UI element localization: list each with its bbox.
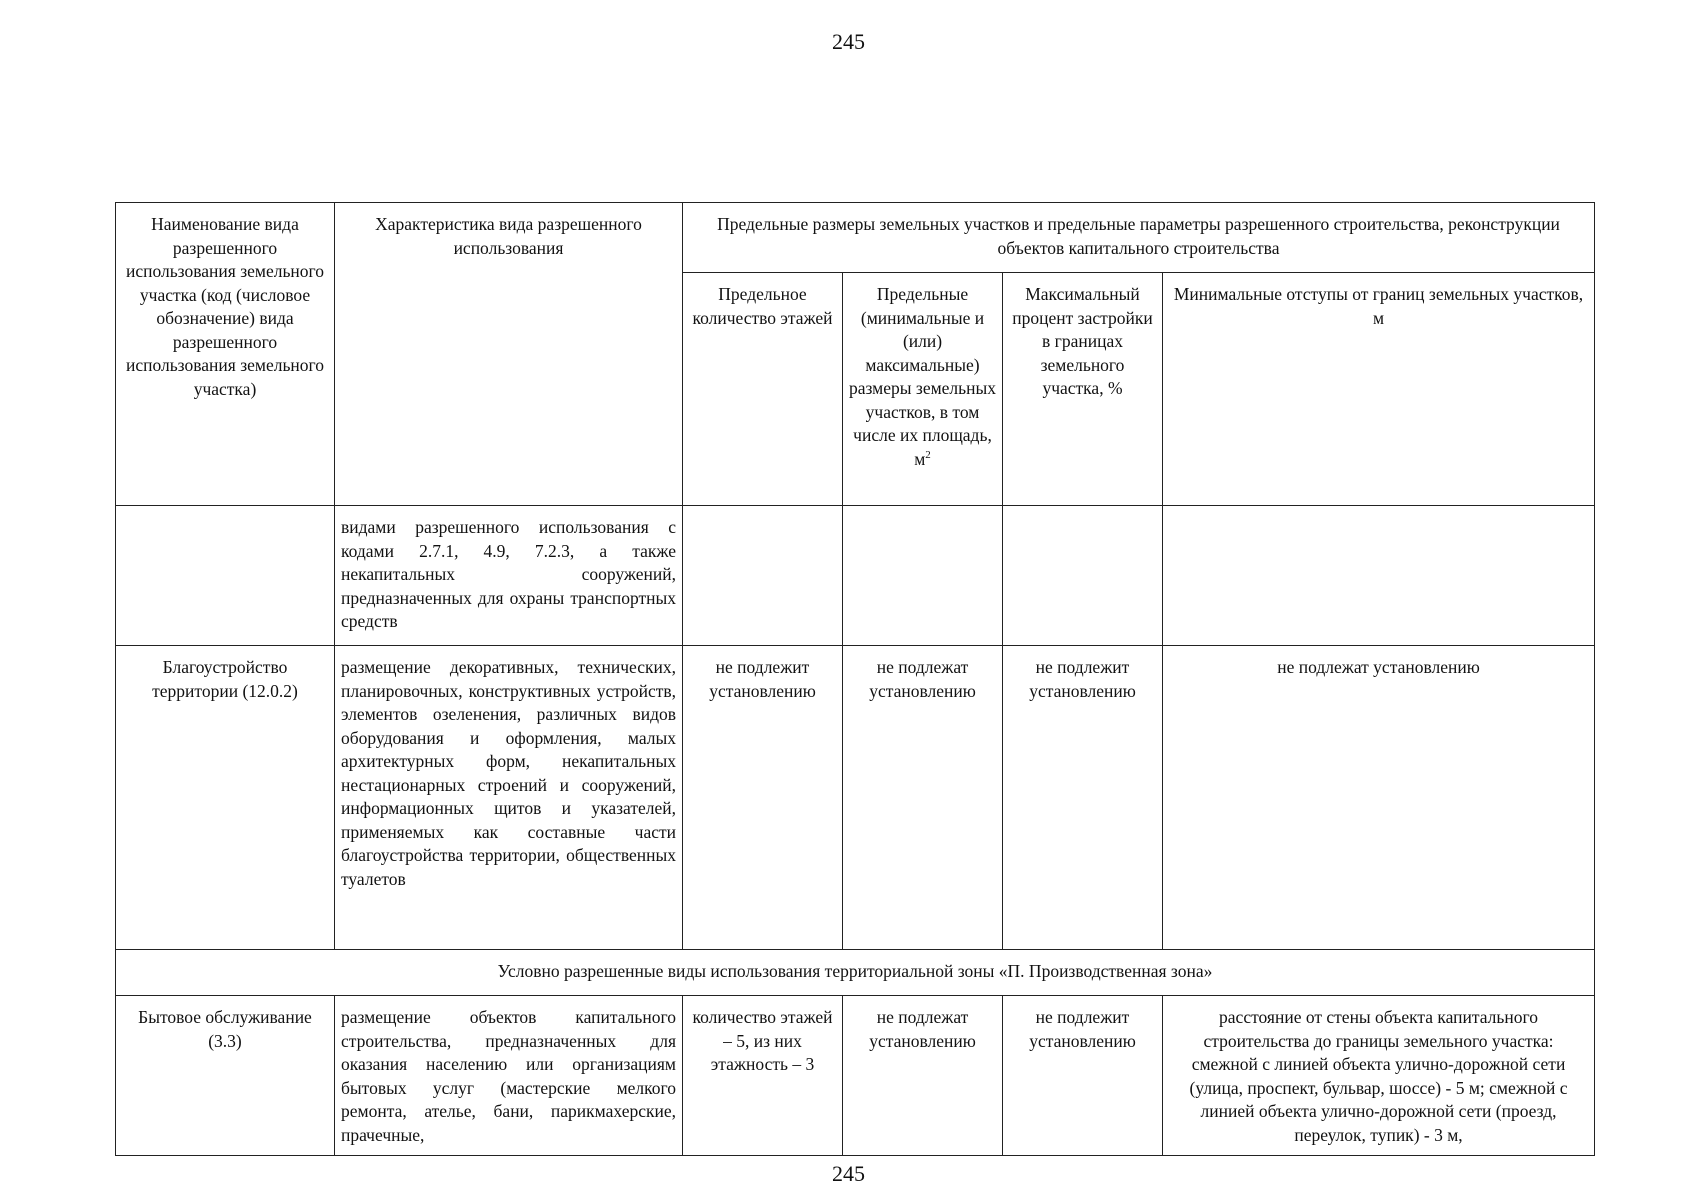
row-name: Благоустройство территории (12.0.2) [116,646,335,950]
header-col-description: Характеристика вида разрешенного использования [335,203,683,506]
header-col-limits: Предельные размеры земельных участков и предельные параметры разрешенного строительства, реконструкции объектов капитального строительства [683,203,1595,273]
row-description: размещение объектов капитального строительства, предназначенных для оказания населению или организациям бытовых услуг (мастерские мелкого ремонта, ателье, бани, парикмахерские, прачечные, [335,996,683,1156]
table-row [116,506,1595,646]
row-setbacks [1163,506,1595,646]
row-setbacks: расстояние от стены объекта капитального строительства до границы земельного участка: смежной с линией объекта улично-дорожной сети (улица, проспект, бульвар, шоссе) - 5 м; смежной с линией объекта улично-дорожной сети (проезд, переулок, тупик) - 3 м, [1163,996,1595,1156]
header-col-plot-size [843,273,1003,506]
row-description: видами разрешенного использования с кодами 2.7.1, 4.9, 7.2.3, а также некапитальных сооружений, предназначенных для охраны транспортных средств [335,506,683,646]
header-col-floors: Предельное количество этажей [683,273,843,506]
superscript-2: 2 [925,448,931,461]
header-col-plot-size-text: Предельные (минимальные и (или) максимальные) размеры земельных участков, в том числе их площадь, м [849,284,997,469]
header-col-building-percent: Максимальный процент застройки в границах земельного участка, % [1003,273,1163,506]
row-setbacks: не подлежат установлению [1163,646,1595,950]
row-plot-size: не подлежат установлению [843,646,1003,950]
row-building-percent: не подлежит установлению [1003,996,1163,1156]
row-building-percent: не подлежит установлению [1003,646,1163,950]
header-col-setbacks: Минимальные отступы от границ земельных участков, м [1163,273,1595,506]
row-plot-size [843,506,1003,646]
row-plot-size: не подлежат установлению [843,996,1003,1156]
table-row [116,646,1595,950]
page-number-bottom: 245 [832,1161,865,1186]
page-number-top: 245 [832,29,865,54]
zone-title-row [116,950,1595,996]
row-floors: количество этажей – 5, из них этажность – 3 [683,996,843,1156]
row-description: размещение декоративных, технических, планировочных, конструктивных устройств, элементов озеленения, различных видов оборудования и оформления, малых архитектурных форм, некапитальных нестационарных строений и сооружений, информационных щитов и указателей, применяемых как составные части благоустройства территории, общественных туалетов [335,646,683,950]
header-row-1 [116,203,1595,273]
row-floors: не подлежит установлению [683,646,843,950]
header-col-name: Наименование вида разрешенного использования земельного участка (код (числовое обозначение) вида разрешенного использования земельного участка) [116,203,335,506]
zone-title: Условно разрешенные виды использования территориальной зоны «П. Производственная зона» [116,950,1595,996]
table-row [116,996,1595,1156]
regulations-table [115,202,1595,1156]
row-building-percent [1003,506,1163,646]
row-name [116,506,335,646]
row-floors [683,506,843,646]
row-name: Бытовое обслуживание (3.3) [116,996,335,1156]
